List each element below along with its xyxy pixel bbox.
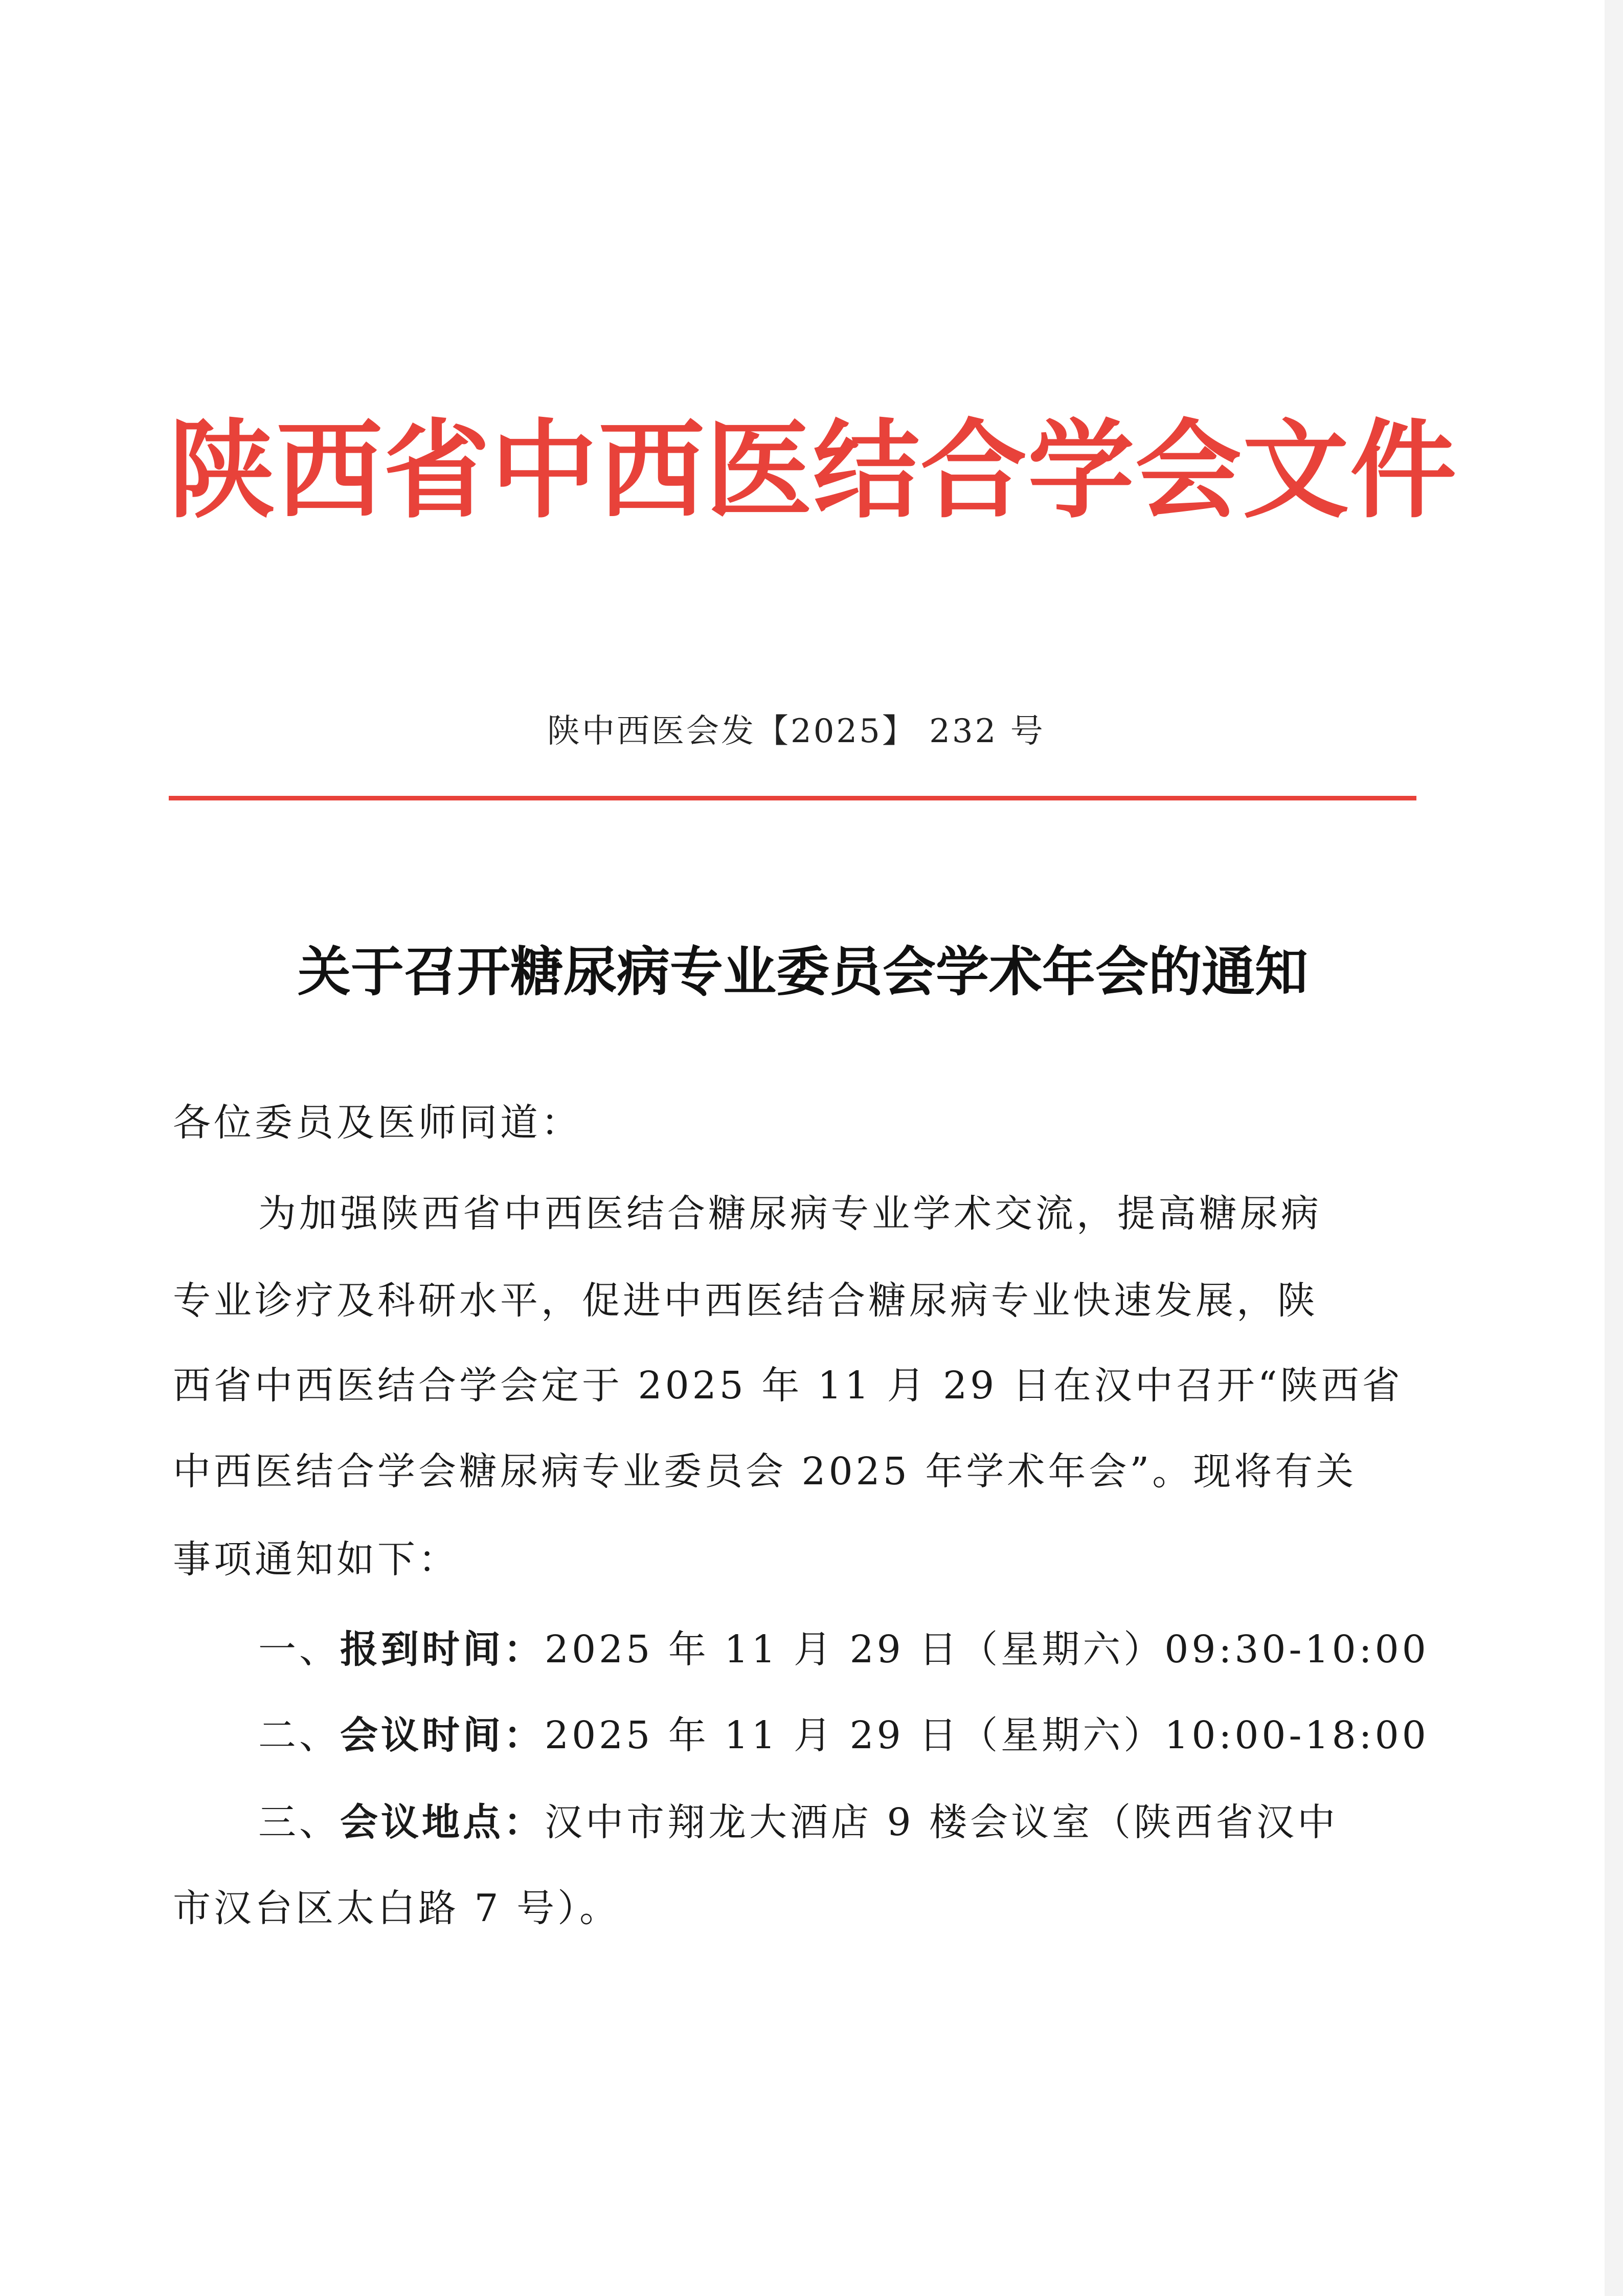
item-label: 会议地点： xyxy=(340,1800,545,1844)
item-label: 报到时间： xyxy=(340,1628,545,1671)
item-meeting-location-continuation: 市汉台区太白路 7 号）。 xyxy=(173,1886,621,1930)
intro-line-5: 事项通知如下： xyxy=(173,1537,459,1581)
intro-line-3: 西省中西医结合学会定于 2025 年 11 月 29 日在汉中召开“陕西省 xyxy=(173,1364,1403,1408)
notice-title: 关于召开糖尿病专业委员会学术年会的通知 xyxy=(297,940,1308,1003)
item-meeting-time xyxy=(258,1707,1429,1764)
salutation: 各位委员及医师同道： xyxy=(173,1101,582,1145)
intro-line-4: 中西医结合学会糖尿病专业委员会 2025 年学术年会”。现将有关 xyxy=(173,1450,1357,1493)
document-number: 陕中西医会发【2025】 232 号 xyxy=(547,712,1045,750)
masthead-red-rule xyxy=(169,796,1416,800)
intro-line-2: 专业诊疗及科研水平，促进中西医结合糖尿病专业快速发展，陕 xyxy=(173,1279,1318,1323)
intro-line-1: 为加强陕西省中西医结合糖尿病专业学术交流，提高糖尿病 xyxy=(258,1192,1322,1236)
masthead-title: 陕西省中西医结合学会文件 xyxy=(169,408,1457,533)
item-label: 会议时间： xyxy=(340,1713,545,1757)
item-meeting-location xyxy=(258,1794,1419,1851)
item-prefix: 二、 xyxy=(258,1713,340,1757)
item-prefix: 一、 xyxy=(258,1628,340,1671)
page-edge xyxy=(1605,0,1623,2296)
item-registration-time xyxy=(258,1621,1429,1678)
item-value: 汉中市翔龙大酒店 9 楼会议室（陕西省汉中 xyxy=(545,1800,1339,1844)
item-prefix: 三、 xyxy=(258,1800,340,1844)
item-value: 2025 年 11 月 29 日（星期六）09:30-10:00 xyxy=(545,1628,1429,1671)
item-value: 2025 年 11 月 29 日（星期六）10:00-18:00 xyxy=(545,1713,1429,1757)
